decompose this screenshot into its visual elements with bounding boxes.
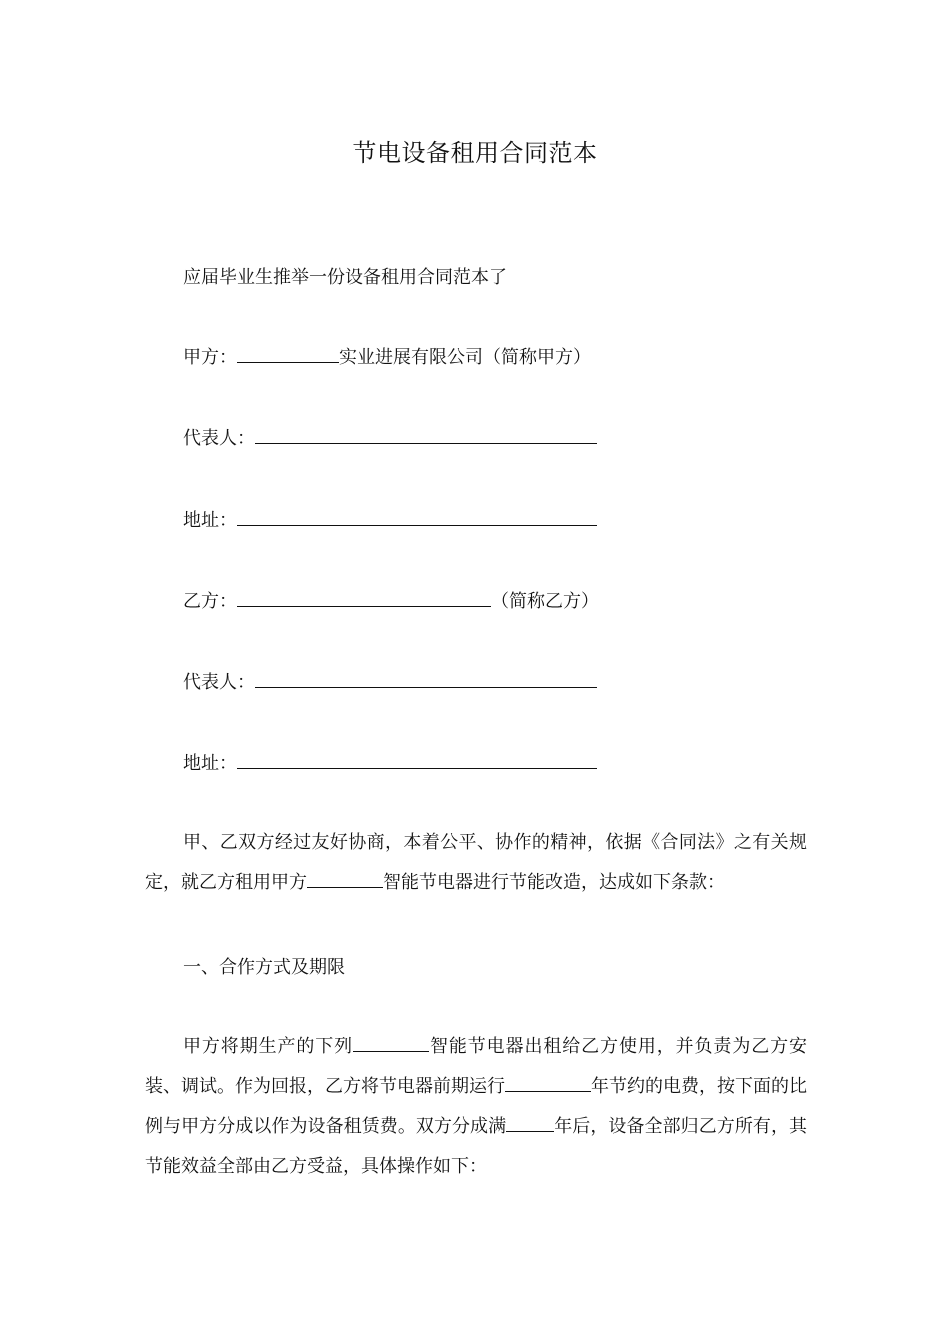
document-title: 节电设备租用合同范本	[352, 139, 598, 167]
intro-line: 应届毕业生推举一份设备租用合同范本了	[183, 267, 507, 288]
section1-part4: 年后，设备全部归乙方所有，其节能效益全部由乙方受益，具体操作如下：	[145, 1116, 808, 1177]
party-a-addr-label: 地址：	[183, 510, 237, 531]
party-b-suffix: （简称乙方）	[491, 591, 599, 612]
party-a-line	[183, 344, 591, 370]
party-b-addr-blank[interactable]	[237, 750, 597, 769]
party-a-rep-blank[interactable]	[255, 425, 597, 444]
party-a-name-blank[interactable]	[237, 344, 339, 363]
party-b-line	[183, 588, 599, 614]
party-a-addr-blank[interactable]	[237, 507, 597, 526]
section1-blank-model[interactable]	[353, 1033, 429, 1052]
preamble-part2: 智能节电器进行节能改造，达成如下条款：	[383, 872, 725, 893]
party-b-rep-label: 代表人：	[183, 672, 255, 693]
party-a-rep-label: 代表人：	[183, 428, 255, 449]
party-a-label: 甲方：	[183, 347, 237, 368]
preamble-blank[interactable]	[307, 869, 383, 888]
section1-part3: 年节约的电费，按下面的比例与甲方分成以作为设备租赁费。双方分成满	[145, 1076, 807, 1137]
preamble-paragraph	[145, 823, 807, 903]
party-a-representative-line	[183, 425, 597, 451]
party-b-address-line	[183, 750, 597, 776]
party-b-rep-blank[interactable]	[255, 669, 597, 688]
preamble-part1: 甲、乙双方经过友好协商，本着公平、协作的精神，依据《合同法》之有关规定，就乙方租用甲方	[145, 832, 807, 893]
section1-part1: 甲方将期生产的下列	[183, 1036, 354, 1057]
party-b-label: 乙方：	[183, 591, 237, 612]
section1-paragraph	[145, 1027, 807, 1187]
party-a-suffix: 实业进展有限公司（简称甲方）	[339, 347, 591, 368]
party-a-address-line	[183, 507, 597, 533]
section1-blank-term[interactable]	[506, 1113, 554, 1132]
party-b-representative-line	[183, 669, 597, 695]
party-b-name-blank[interactable]	[237, 588, 491, 607]
section1-part2: 智能节电器出租给乙方使用，并负责为乙方安装、调试。作为回报，乙方将节电器前期运行	[145, 1036, 808, 1097]
section1-heading: 一、合作方式及期限	[183, 957, 345, 978]
section1-blank-years[interactable]	[505, 1073, 591, 1092]
party-b-addr-label: 地址：	[183, 753, 237, 774]
